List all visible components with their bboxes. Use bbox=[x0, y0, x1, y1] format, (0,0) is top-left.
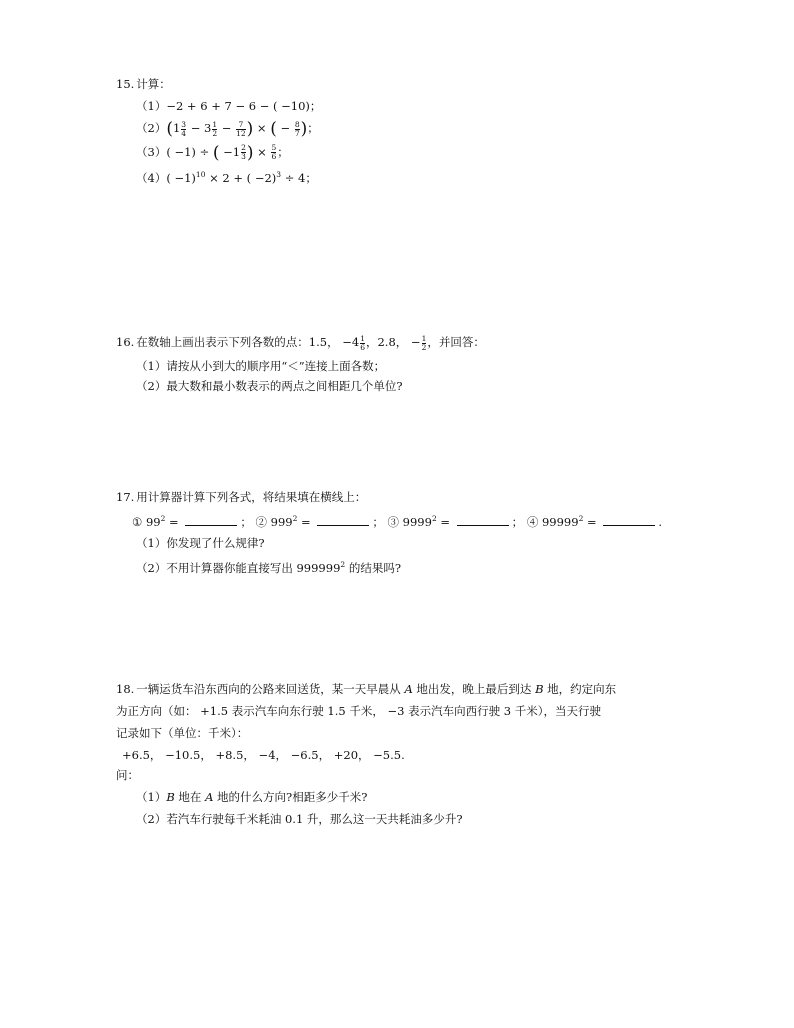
q15-item-1-label: （1） bbox=[136, 99, 167, 113]
question-18 bbox=[116, 681, 716, 827]
q18-item-1-var-a: A bbox=[205, 790, 214, 804]
q17-fill-4: ④ $99999^2$ = . bbox=[526, 514, 662, 529]
q15-item-4-exp-2: 3 bbox=[276, 170, 282, 179]
q15-item-3: （3）( −1) ÷ ( −1 $\frac{2}{3}$ ) × $\frac{5}{6}$ ； bbox=[136, 142, 289, 163]
q18-line3: 记录如下（单位：千米）： bbox=[116, 726, 249, 740]
q18-item-1-t1: 地在 bbox=[174, 790, 206, 804]
q15-item-2-frac-1: $\frac{3}{4}$ bbox=[181, 119, 187, 138]
q15-item-3-label: （3） bbox=[136, 144, 167, 159]
q15-item-2-frac-4: $\frac{8}{7}$ bbox=[294, 119, 300, 138]
q15-item-4-label: （4） bbox=[136, 170, 167, 185]
q15-item-1-end: ； bbox=[309, 99, 322, 113]
q16-frac-2: $\frac{1}{2}$ bbox=[421, 333, 427, 352]
q16-item-1 bbox=[116, 358, 716, 374]
q18-var-a: A bbox=[404, 682, 413, 696]
q18-line2: 为正方向（如： +1.5 表示汽车向东行驶 1.5 千米， −3 表示汽车向西行驶 3 千米），当天行驶 bbox=[116, 704, 601, 718]
q18-data: +6.5， −10.5， +8.5， −4， −6.5， +20， −5.5. bbox=[122, 748, 405, 762]
q15-item-1-expr: −2 + 6 + 7 − 6 − ( −10) bbox=[166, 99, 310, 113]
q16-stem-a: 在数轴上画出表示下列各数的点：1.5， −4 bbox=[136, 335, 360, 349]
q17-fill-2: ② $999^2$ = ； bbox=[255, 514, 384, 529]
q16-stem-c: ，并回答： bbox=[427, 335, 485, 349]
q15-item-2-end: ； bbox=[307, 121, 319, 135]
q17-item-1-label: （1） bbox=[136, 535, 167, 550]
q16-stem-b: ，2.8， − bbox=[365, 335, 421, 349]
q17-item-2-text-b: 的结果吗? bbox=[345, 560, 401, 575]
q15-item-3-pre: ( −1) ÷ bbox=[166, 144, 213, 159]
q15-number: 15. bbox=[116, 77, 135, 91]
q18-ask: 问： bbox=[116, 768, 139, 782]
q15-item-2-minus-3: − 3 bbox=[187, 121, 212, 135]
q15-item-4-end: ； bbox=[305, 170, 317, 185]
q18-item-1 bbox=[116, 789, 716, 805]
q15-item-2: （2）(1 $\frac{3}{4}$ − 3 $\frac{1}{2}$ − $\frac{7}{12}$ ) × ( − $\frac{8}{7}$ )； bbox=[136, 119, 319, 139]
q15-item-4-c: ÷ 4 bbox=[281, 170, 306, 185]
q15-item-3-frac-2: $\frac{5}{6}$ bbox=[271, 143, 277, 161]
q18-line-3 bbox=[116, 725, 716, 741]
q18-item-1-t2: 地的什么方向?相距多少千米? bbox=[213, 790, 368, 804]
q18-item-2-label: （2） bbox=[136, 812, 167, 826]
q15-item-2-label: （2） bbox=[136, 121, 167, 135]
q17-blank-3[interactable] bbox=[457, 515, 509, 526]
question-16 bbox=[116, 334, 716, 394]
q16-item-2-text: 最大数和最小数表示的两点之间相距几个单位? bbox=[166, 378, 403, 393]
q15-item-2-frac-2: $\frac{1}{2}$ bbox=[212, 119, 218, 138]
q18-item-2-text: 若汽车行驶每千米耗油 0.1 升，那么这一天共耗油多少升? bbox=[166, 812, 463, 826]
q15-item-3-neg: −1 bbox=[219, 144, 241, 159]
q17-item-2-text-a: 不用计算器你能直接写出 999999 bbox=[166, 560, 341, 575]
q15-stem-line bbox=[116, 76, 716, 92]
q17-item-2-label: （2） bbox=[136, 560, 167, 575]
q17-fill-line bbox=[116, 511, 716, 530]
q18-item-2 bbox=[116, 811, 716, 827]
q17-stem-line bbox=[116, 489, 716, 505]
q17-fill-1: ① $99^2$ = ； bbox=[132, 514, 252, 529]
q18-line1-a: 一辆运货车沿东西向的公路来回送货，某一天早晨从 bbox=[136, 682, 405, 696]
q15-item-4-a: ( −1) bbox=[166, 170, 196, 185]
q15-item-3-frac-1: $\frac{2}{3}$ bbox=[241, 143, 246, 161]
q17-blank-4[interactable] bbox=[603, 515, 655, 526]
q15-item-2-whole-1: 1 bbox=[172, 121, 181, 135]
q17-blank-2[interactable] bbox=[317, 515, 369, 526]
q18-line1-b: 地出发，晚上最后到达 bbox=[412, 682, 536, 696]
q17-stem: 用计算器计算下列各式，将结果填在横线上： bbox=[136, 490, 367, 504]
q17-number: 17. bbox=[116, 490, 135, 504]
q15-item-4 bbox=[116, 167, 716, 186]
q18-var-b: B bbox=[535, 682, 544, 696]
q16-item-1-text: 请按从小到大的顺序用“＜”连接上面各数； bbox=[166, 358, 386, 373]
q17-fill-3: ③ $9999^2$ = ； bbox=[387, 514, 524, 529]
q15-item-3-times: × bbox=[253, 144, 271, 159]
q16-frac-1: $\frac{1}{6}$ bbox=[360, 333, 365, 352]
q18-item-1-label: （1） bbox=[136, 790, 167, 804]
q16-item-1-label: （1） bbox=[136, 358, 167, 373]
q18-ask-line bbox=[116, 767, 716, 783]
q17-item-2 bbox=[116, 557, 716, 576]
q18-line-2 bbox=[116, 703, 716, 719]
q15-item-4-exp-1: 10 bbox=[195, 170, 206, 179]
q16-stem-line bbox=[116, 334, 716, 352]
q16-item-2-label: （2） bbox=[136, 378, 167, 393]
q16-number: 16. bbox=[116, 335, 135, 349]
q17-item-1 bbox=[116, 535, 716, 551]
q15-item-3-end: ； bbox=[277, 144, 289, 159]
q15-item-2-frac-3: $\frac{7}{12}$ bbox=[236, 119, 246, 138]
q18-line1-c: 地，约定向东 bbox=[543, 682, 617, 696]
q15-stem: 计算： bbox=[136, 77, 171, 91]
q15-item-2-neg: − bbox=[276, 121, 294, 135]
q18-item-1-var-b: B bbox=[166, 790, 175, 804]
q15-item-4-b: × 2 + ( −2) bbox=[205, 170, 277, 185]
q17-blank-1[interactable] bbox=[185, 515, 237, 526]
q15-item-2-times: × bbox=[253, 121, 271, 135]
question-15 bbox=[116, 76, 716, 186]
q17-item-2-exp: 2 bbox=[340, 559, 346, 569]
q17-item-1-text: 你发现了什么规律? bbox=[166, 535, 265, 550]
q15-item-2-minus: − bbox=[218, 121, 236, 135]
question-17 bbox=[116, 489, 716, 576]
q18-number: 18. bbox=[116, 682, 135, 696]
q15-item-1 bbox=[116, 98, 716, 114]
q18-data-line bbox=[116, 747, 716, 763]
q16-item-2 bbox=[116, 378, 716, 394]
q18-line-1 bbox=[116, 681, 716, 697]
